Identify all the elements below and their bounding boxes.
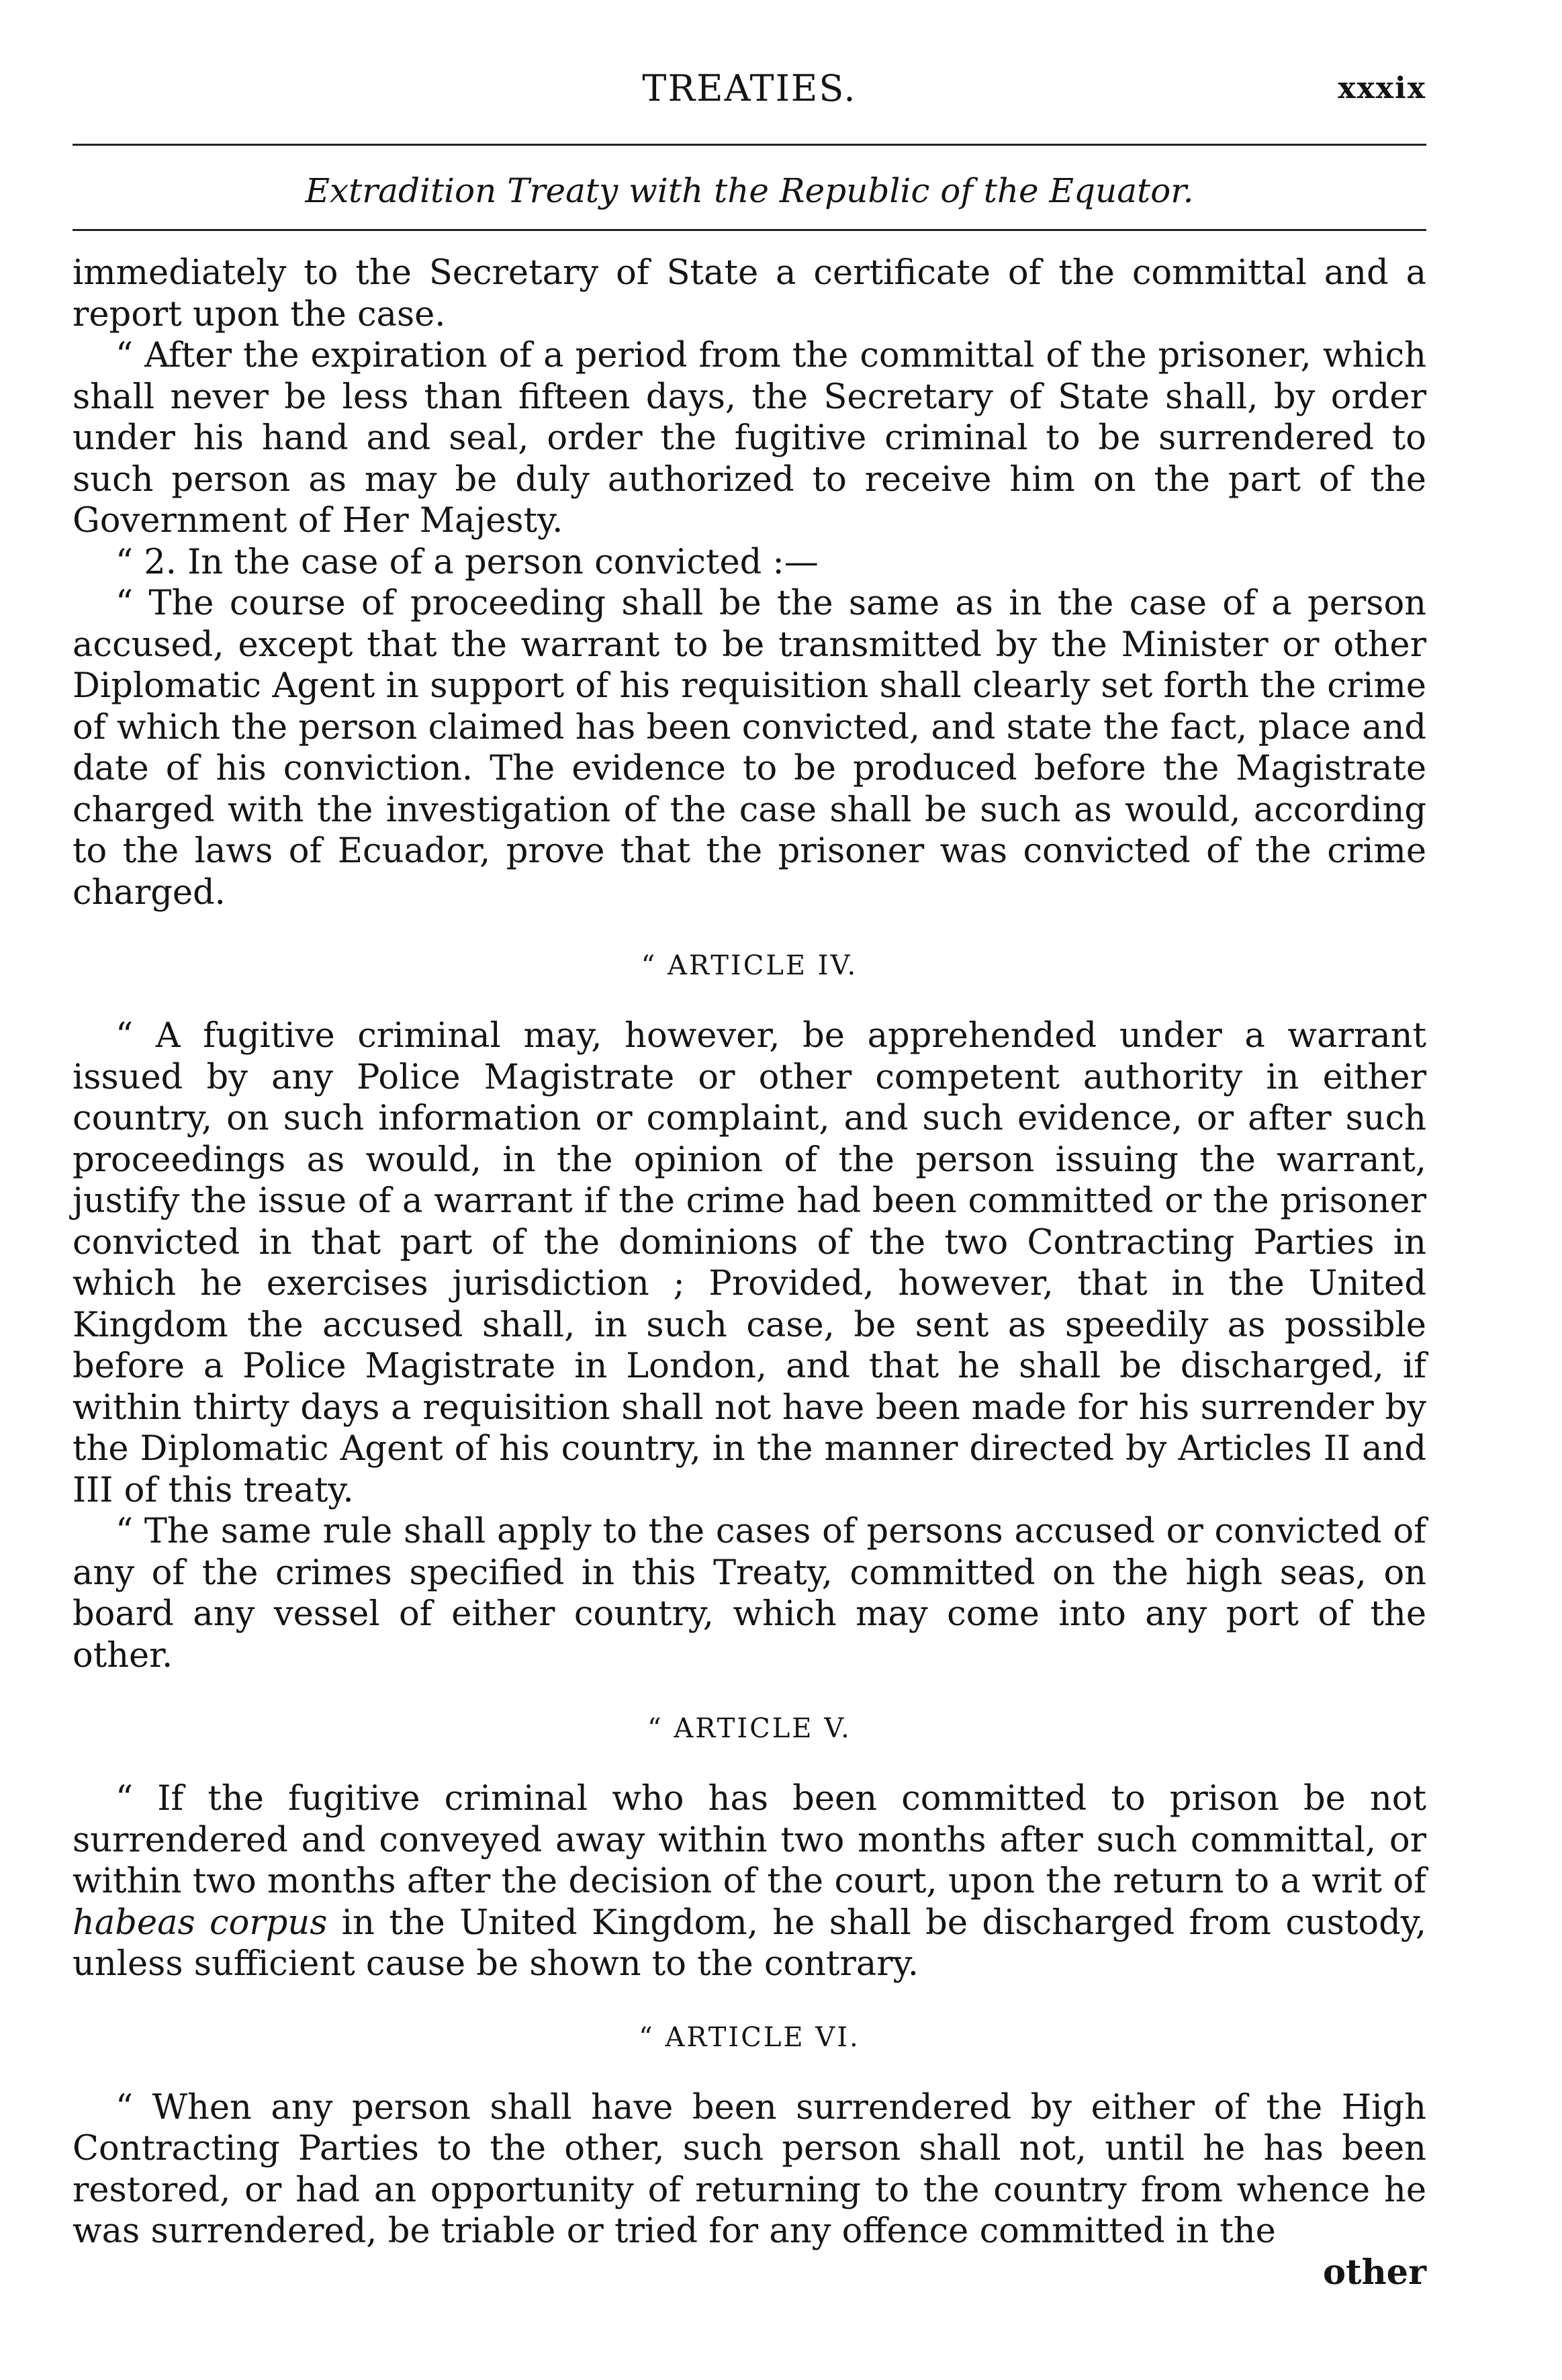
paragraph: immediately to the Secretary of State a certificate of the committal and a report upon the case. — [73, 253, 1426, 334]
paragraph: “ The same rule shall apply to the cases of persons accused or convicted of any of the crimes specified in this Treaty, committed on the high seas, on board any vessel of either country, which may come into any port of the other. — [73, 1512, 1426, 1676]
paragraph: “ A fugitive criminal may, however, be apprehended under a warrant issued by any Police Magistrate or other competent authority in either country, on such information or complaint, and such evidence, or after such proceedings as would, in the opinion of the person issuing the warrant, justify the issue of a warrant if the crime had been committed or the prisoner convicted in that part of the dominions of the two Contracting Parties in which he exercises jurisdiction ; Provided, however, that in the United Kingdom the accused shall, in such case, be sent as speedily as possible before a Police Magistrate in London, and that he shall be discharged, if within thirty days a requisition shall not have been made for his surrender by the Diplomatic Agent of his country, in the manner directed by Articles II and III of this treaty. — [73, 1016, 1426, 1510]
italic-term: habeas corpus — [73, 1903, 328, 1943]
paragraph: “ 2. In the case of a person convicted :— — [116, 542, 819, 582]
text-segment: “ If the fugitive criminal who has been committed to prison be not surrendered and conveyed away within two months after such committal, or within two months after the decision of the court, upon the return to a writ of — [73, 1779, 1426, 1901]
paragraph: “ When any person shall have been surrendered by either of the High Contracting Parties to the other, such person shall not, until he has been restored, or had an opportunity of returning to the country from whence he was surrendered, be triable or tried for any offence committed in the — [73, 2087, 1426, 2251]
page-header — [73, 62, 1426, 116]
document-body — [73, 253, 1426, 2293]
paragraph: “ The course of proceeding shall be the same as in the case of a person accused, except that the warrant to be transmitted by the Minister or other Diplomatic Agent in support of his requisition shall clearly set forth the crime of which the person claimed has been convicted, and state the fact, place and date of his conviction. The evidence to be produced before the Magistrate charged with the investigation of the case shall be such as would, according to the laws of Ecuador, prove that the prisoner was convicted of the crime charged. — [73, 584, 1426, 913]
text-segment: in the United Kingdom, he shall be discharged from custody, unless sufficient cause be shown to the contrary. — [73, 1903, 1426, 1984]
page-number: xxxix — [1338, 71, 1426, 105]
treaty-subtitle: Extradition Treaty with the Republic of the Equator. — [305, 171, 1194, 210]
running-title: TREATIES. — [642, 67, 857, 109]
header-rule-top — [73, 144, 1426, 146]
header-rule-bottom — [73, 229, 1426, 231]
paragraph: “ After the expiration of a period from the committal of the prisoner, which shall never be less than fifteen days, the Secretary of State shall, by order under his hand and seal, order the fugitive criminal to be surrendered to such person as may be duly authorized to receive him on the part of the Government of Her Majesty. — [73, 336, 1426, 541]
document-page — [73, 62, 1426, 2293]
article-vi-heading: “ ARTICLE VI. — [639, 2021, 860, 2053]
catchword: other — [1323, 2252, 1426, 2293]
article-iv-heading: “ ARTICLE IV. — [641, 950, 858, 981]
article-v-paragraph — [73, 1778, 1426, 1985]
article-v-heading: “ ARTICLE V. — [647, 1713, 852, 1744]
